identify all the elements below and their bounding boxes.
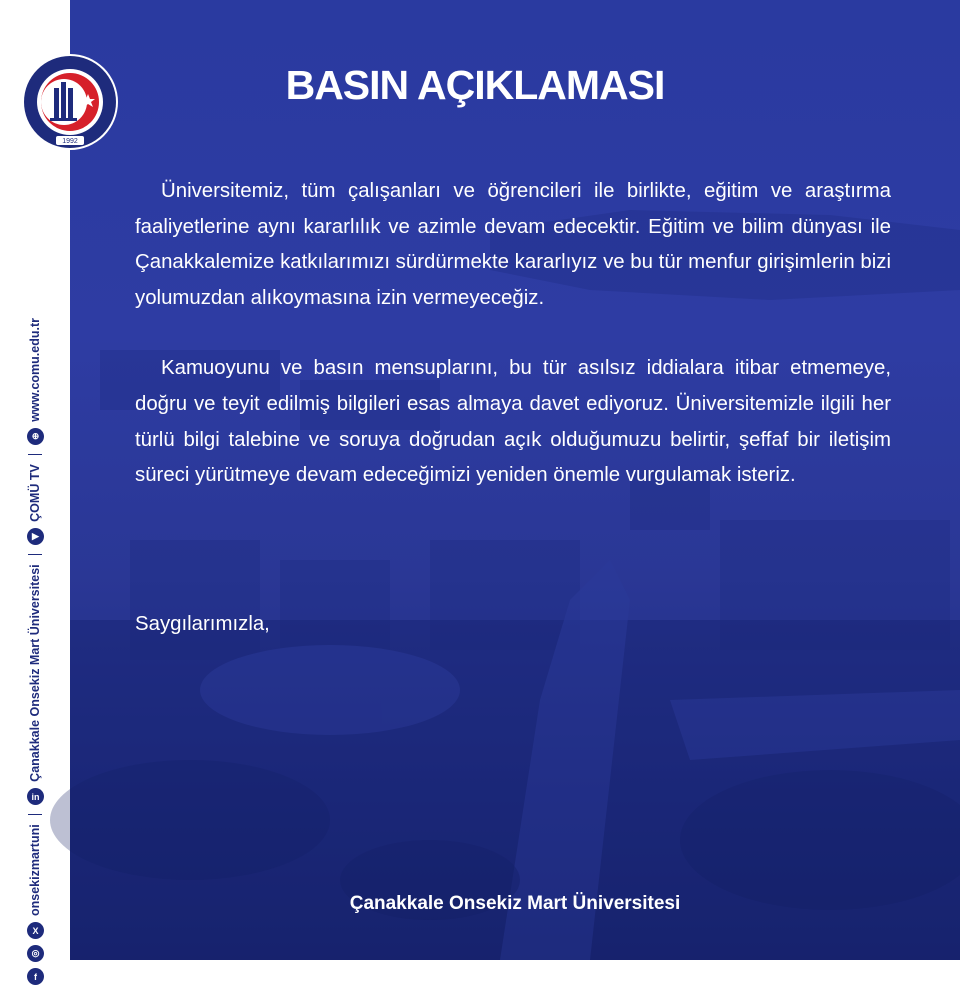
linkedin-name[interactable]: Çanakkale Onsekiz Mart Üniversitesi: [28, 564, 42, 782]
paragraph-1: Üniversitemiz, tüm çalışanları ve öğrencileri ile birlikte, eğitim ve araştırma faaliyetlerine aynı kararlılık ve azimle devam edecektir. Eğitim ve bilim dünyası ile Çanakkalemize katkılarımızı sürdürmekte kararlıyız ve bu tür menfur girişimlerin bizi yolumuzdan alıkoymasına izin vermeyeceğiz.: [135, 180, 891, 309]
globe-icon[interactable]: ⊕: [27, 428, 44, 445]
x-twitter-icon[interactable]: X: [27, 922, 44, 939]
youtube-icon[interactable]: ▶: [27, 528, 44, 545]
divider: [28, 814, 42, 816]
divider: [28, 454, 42, 456]
instagram-icon[interactable]: ◎: [27, 945, 44, 962]
logo-year: 1992: [62, 138, 78, 145]
social-media-rail: [22, 85, 48, 985]
facebook-icon[interactable]: f: [27, 968, 44, 985]
website-url[interactable]: www.comu.edu.tr: [28, 317, 42, 422]
divider: [28, 554, 42, 556]
closing-line: Saygılarımızla,: [135, 613, 270, 635]
page-title: BASIN AÇIKLAMASI: [285, 62, 665, 108]
university-logo: [20, 52, 120, 152]
signature: Çanakkale Onsekiz Mart Üniversitesi: [349, 893, 681, 914]
linkedin-icon[interactable]: in: [27, 788, 44, 805]
youtube-channel[interactable]: ÇOMÜ TV: [28, 464, 42, 522]
paragraph-2: Kamuoyunu ve basın mensuplarını, bu tür asılsız iddialara itibar etmemeye, doğru ve teyit edilmiş bilgileri esas almaya davet ediyoruz. Üniversitemizle ilgili her türlü bilgi talebine ve soruya doğrudan açık olduğumuzu belirtir, şeffaf bir iletişim süreci yürütmeye devam edeceğimizi yeniden önemle vurgulamak isteriz.: [135, 357, 891, 487]
statement-body: [135, 174, 891, 494]
social-handle[interactable]: onsekizmartuni: [28, 824, 42, 916]
